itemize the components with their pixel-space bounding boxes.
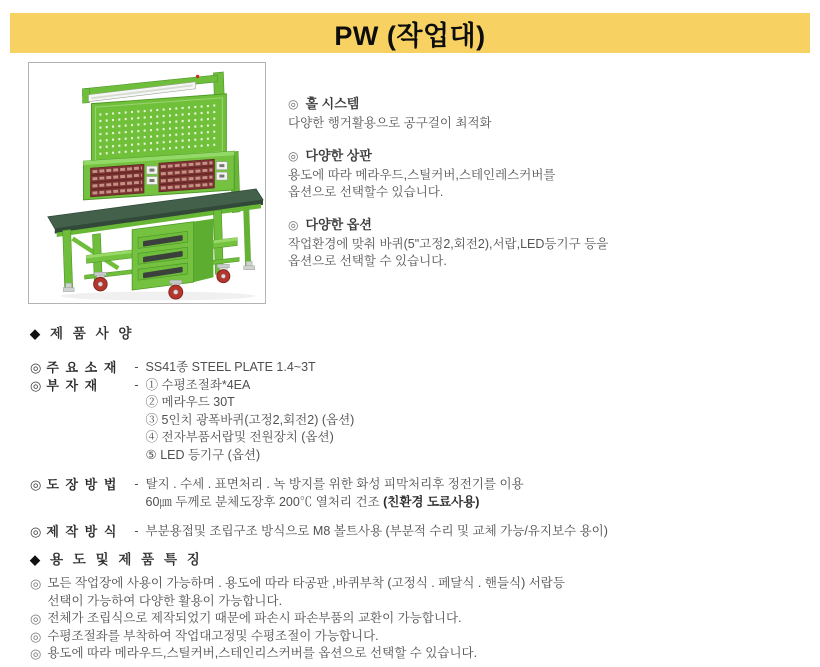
diamond-icon: ◆ <box>30 552 40 567</box>
title-banner <box>10 13 810 53</box>
usage-item <box>30 628 792 646</box>
drawer-cabinet <box>132 219 213 290</box>
usage-item <box>30 645 792 663</box>
feature-desc-line: 옵션으로 선택할수 있습니다. <box>288 185 444 199</box>
double-circle-bullet-icon: ◎ <box>30 628 42 644</box>
double-circle-bullet-icon: ◎ <box>30 477 42 492</box>
spec-label: 도 장 방 법 <box>46 477 118 492</box>
spec-value: SS41종 STEEL PLATE 1.4~3T <box>145 360 316 374</box>
feature-hole-system <box>288 93 788 132</box>
double-circle-bullet-icon: ◎ <box>30 524 42 539</box>
spec-label: 제 작 방 식 <box>46 524 118 539</box>
spec-value-line: ⑤ LED 등기구 (옵션) <box>145 447 261 462</box>
feature-worktop-options <box>288 145 788 201</box>
usage-item <box>30 610 792 628</box>
spec-value-text: 60㎛ 두께로 분체도장후 200℃ 열처리 건조 <box>145 494 384 509</box>
usage-section-heading <box>30 548 792 568</box>
dash-separator: - <box>134 377 139 392</box>
spec-label: 주 요 소 재 <box>46 360 118 375</box>
spec-row-material <box>30 359 792 377</box>
usage-section <box>30 548 792 663</box>
feature-desc-line: 용도에 따라 메라우드,스틸커버,스테인레스커버를 <box>288 168 556 182</box>
double-circle-bullet-icon: ◎ <box>30 611 42 626</box>
rear-right-leg <box>243 206 251 266</box>
spec-value-line: ③ 5인치 광폭바퀴(고정2,회전2) (옵션) <box>145 412 355 427</box>
spec-section <box>30 322 792 541</box>
workbench-illustration <box>29 63 265 303</box>
usage-item-line: 전체가 조립식으로 제작되었기 때문에 파손시 파손부품의 교환이 가능합니다. <box>47 611 462 625</box>
double-circle-bullet-icon: ◎ <box>30 646 42 661</box>
spec-value-line: 탈지 . 수세 . 표면처리 . 녹 방지를 위한 화성 피막처리후 정전기를 이용 <box>145 477 524 491</box>
spec-value: 부분용접및 조립구조 방식으로 M8 볼트사용 (부분적 수리 및 교체 가능/유지보수 용이) <box>145 524 608 538</box>
feature-desc-line: 작업환경에 맞춰 바퀴(5"고정2,회전2),서랍,LED등기구 등을 <box>288 237 609 251</box>
dash-separator: - <box>134 477 139 491</box>
spec-value-line: ② 메라우드 30T <box>145 395 235 409</box>
spec-row-build <box>30 523 792 541</box>
feature-title: 다양한 상판 <box>305 148 372 163</box>
usage-item-line: 모든 작업장에 사용이 가능하며 . 용도에 따라 타공판 ,바퀴부착 (고정식 . 페달식 . 핸들식) 서랍등 <box>47 576 565 590</box>
double-circle-bullet-icon: ◎ <box>30 377 42 393</box>
double-circle-bullet-icon: ◎ <box>288 97 299 111</box>
spec-section-heading <box>30 322 792 342</box>
double-circle-bullet-icon: ◎ <box>30 576 42 591</box>
usage-item-line: 용도에 따라 메라우드,스틸커버,스테인리스커버를 옵션으로 선택할 수 있습니다. <box>47 646 478 660</box>
spec-value-line: ④ 전자부품서랍및 전원장치 (옵션) <box>145 430 334 444</box>
spec-row-parts <box>30 377 792 465</box>
spec-row-painting <box>30 476 792 511</box>
double-circle-bullet-icon: ◎ <box>288 218 299 232</box>
spec-label: 부 자 재 <box>46 377 99 393</box>
usage-item <box>30 575 792 610</box>
eco-paint-note: (친환경 도료사용) <box>383 494 480 509</box>
product-photo <box>28 62 266 304</box>
feature-title: 다양한 옵션 <box>305 217 372 232</box>
diamond-icon: ◆ <box>30 326 40 341</box>
feature-accessory-options <box>288 214 788 270</box>
page-title: PW (작업대) <box>334 20 486 51</box>
dash-separator: - <box>134 360 139 374</box>
feature-list <box>288 93 788 283</box>
double-circle-bullet-icon: ◎ <box>30 360 42 375</box>
feature-desc-line: 옵션으로 선택할 수 있습니다. <box>288 254 447 268</box>
dash-separator: - <box>134 524 139 538</box>
feature-title: 홀 시스템 <box>305 96 360 111</box>
feature-desc-line: 다양한 행거활용으로 공구걸이 최적화 <box>288 116 492 130</box>
spec-heading-text: 제 품 사 양 <box>50 326 135 341</box>
double-circle-bullet-icon: ◎ <box>288 149 299 163</box>
usage-item-line: 수평조절좌를 부착하여 작업대고정및 수평조절이 가능합니다. <box>47 628 379 643</box>
left-leg <box>63 230 73 289</box>
spec-value-line: ① 수평조절좌*4EA <box>145 377 251 392</box>
usage-item-line: 선택이 가능하여 다양한 활용이 가능합니다. <box>47 593 283 608</box>
spec-value-line <box>146 494 524 512</box>
usage-heading-text: 용 도 및 제 품 특 징 <box>50 552 203 567</box>
power-indicator-dot <box>196 75 199 78</box>
